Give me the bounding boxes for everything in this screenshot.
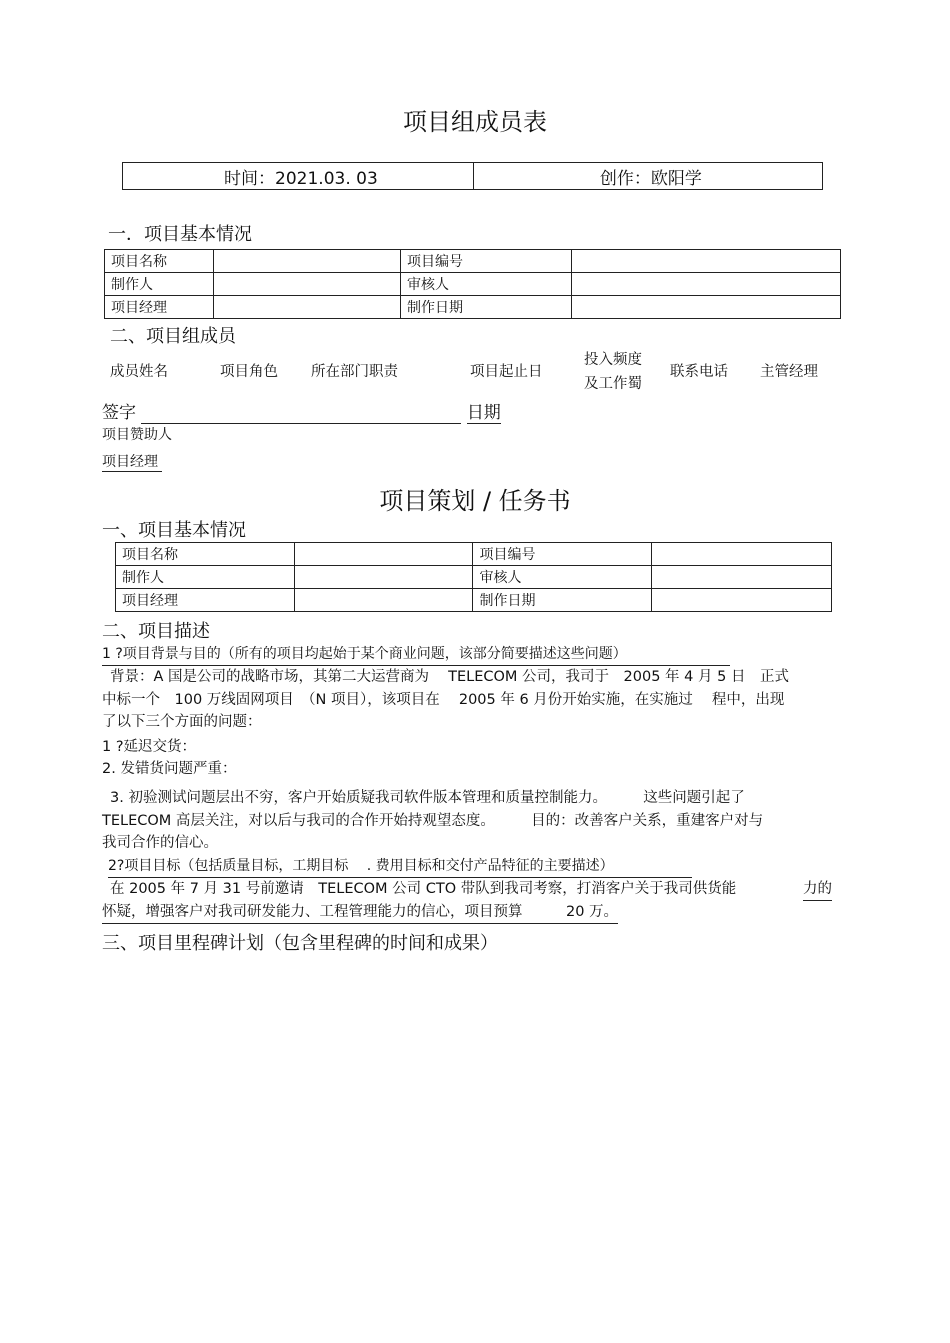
table-cell (214, 273, 401, 296)
table-cell (294, 589, 473, 612)
issue-3-line-3: 我司合作的信心。 (102, 835, 218, 851)
doc2-section1-title: 一、项目基本情况 (102, 520, 246, 541)
table-cell: 项目编号 (401, 250, 572, 273)
column-header: 投入频度 (584, 352, 642, 368)
doc1-header-table (122, 162, 823, 190)
goal-line-1-text: 在 2005 年 7 月 31 号前邀请 TELECOM 公司 CTO 带队到我司考察，打消客户关于我司供货能 (110, 881, 737, 897)
background-line-2: 中标一个 100 万线固网项目 （N 项目），该项目在 2005 年 6 月份开始实施，在实施过 程中，出现 (102, 692, 785, 708)
table-cell: 项目经理 (116, 589, 295, 612)
column-header: 所在部门职责 (311, 364, 398, 380)
table-cell: 项目名称 (105, 250, 214, 273)
background-heading: 1 ?项目背景与目的（所有的项目均起始于某个商业问题，该部分简要描述这些问题） (102, 643, 730, 666)
issue-1: 1 ?延迟交货： (102, 739, 197, 755)
doc1-header-time: 时间：2021.03. 03 (123, 163, 474, 190)
doc2-title: 项目策划 / 任务书 (379, 487, 571, 515)
table-cell (652, 589, 832, 612)
table-cell: 项目名称 (116, 543, 295, 566)
table-cell (214, 296, 401, 319)
column-header: 项目角色 (220, 364, 278, 380)
doc1-section1-title: 一．项目基本情况 (108, 224, 252, 245)
table-cell (214, 250, 401, 273)
signature-line (141, 405, 461, 424)
issue-2: 2. 发错货问题严重： (102, 761, 237, 777)
column-header: 成员姓名 (110, 364, 168, 380)
table-cell (652, 543, 832, 566)
table-cell: 审核人 (473, 566, 652, 589)
table-cell: 制作人 (116, 566, 295, 589)
table-cell (294, 566, 473, 589)
issue-3-line-2: TELECOM 高层关注，对以后与我司的合作开始持观望态度。 目的：改善客户关系，重建客户对与 (102, 813, 764, 829)
table-cell: 项目经理 (105, 296, 214, 319)
doc2-info-table (115, 542, 832, 612)
doc2-section2-title: 二、项目描述 (102, 621, 210, 642)
table-cell (572, 250, 841, 273)
doc1-title: 项目组成员表 (403, 108, 547, 136)
table-cell (572, 296, 841, 319)
doc1-info-table (104, 249, 841, 319)
table-cell: 制作日期 (473, 589, 652, 612)
issue-3-line-1: 3. 初验测试问题层出不穷，客户开始质疑我司软件版本管理和质量控制能力。 这些问题引起了 (110, 790, 745, 806)
doc1-section2-title: 二、项目组成员 (110, 326, 236, 347)
table-cell: 制作人 (105, 273, 214, 296)
column-header: 及工作蜀 (584, 376, 642, 392)
table-row (116, 589, 832, 612)
manager-label: 项目经理 (102, 451, 162, 472)
sponsor-label: 项目赞助人 (102, 427, 172, 443)
column-header: 项目起止日 (470, 364, 543, 380)
goal-line-2: 怀疑，增强客户对我司研发能力、工程管理能力的信心，项目预算 20 万。 (102, 901, 618, 924)
table-row (105, 296, 841, 319)
table-cell (652, 566, 832, 589)
table-row (105, 273, 841, 296)
column-header: 联系电话 (670, 364, 728, 380)
doc2-section3-title: 三、项目里程碑计划（包含里程碑的时间和成果） (102, 933, 498, 954)
table-cell: 制作日期 (401, 296, 572, 319)
table-cell: 审核人 (401, 273, 572, 296)
table-cell (294, 543, 473, 566)
table-row (116, 566, 832, 589)
table-cell (572, 273, 841, 296)
table-cell: 项目编号 (473, 543, 652, 566)
signature-row (102, 398, 501, 424)
background-line-1: 背景：A 国是公司的战略市场，其第二大运营商为 TELECOM 公司，我司于 2005 年 4 月 5 日 正式 (110, 669, 789, 685)
table-row (105, 250, 841, 273)
date-label: 日期 (466, 403, 501, 423)
column-header: 主管经理 (760, 364, 818, 380)
background-line-3: 了以下三个方面的问题： (102, 714, 262, 730)
table-row (116, 543, 832, 566)
signature-label: 签字 (102, 403, 136, 423)
goal-line-1 (110, 878, 736, 900)
goal-heading: 2?项目目标（包括质量目标，工期目标 . 费用目标和交付产品特征的主要描述） (108, 855, 692, 878)
doc1-header-author: 创作：欧阳学 (473, 163, 822, 190)
goal-line-1-tail: 力的 (803, 878, 832, 901)
